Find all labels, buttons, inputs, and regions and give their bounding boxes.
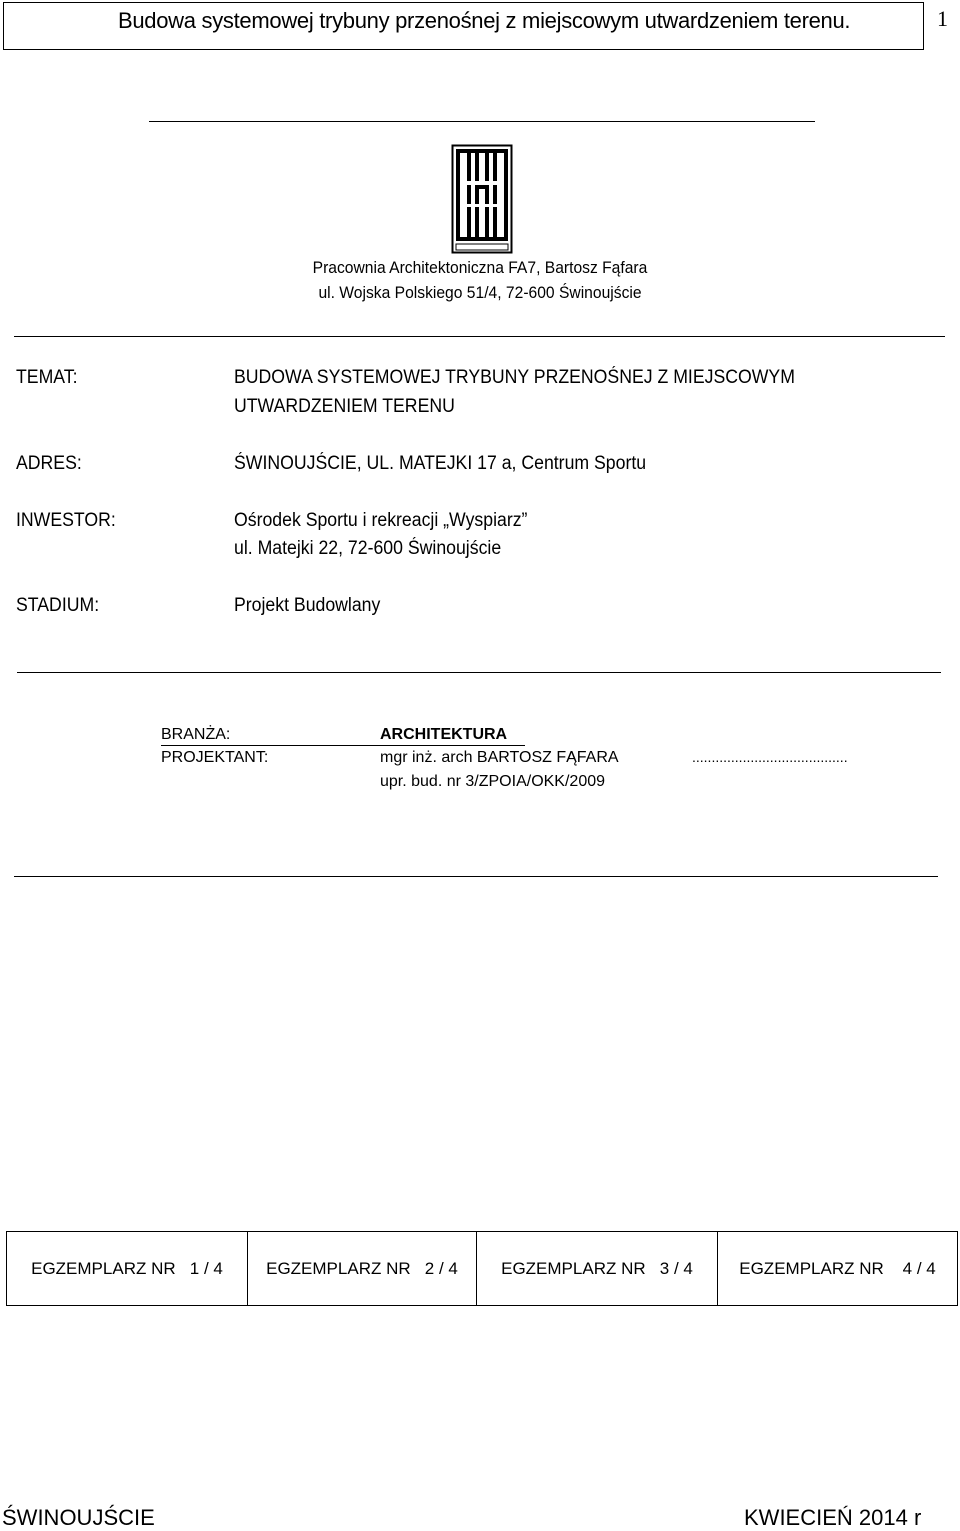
footer-city: ŚWINOUJŚCIE	[2, 1505, 155, 1530]
separator-company	[14, 336, 945, 337]
projektant-license: upr. bud. nr 3/ZPOIA/OKK/2009	[380, 773, 606, 790]
logo-fa7-icon	[451, 144, 513, 254]
copy-cell-1: EGZEMPLARZ NR 1 / 4	[7, 1232, 248, 1306]
copy-cell-3: EGZEMPLARZ NR 3 / 4	[477, 1232, 718, 1306]
copy-cell-2: EGZEMPLARZ NR 2 / 4	[248, 1232, 477, 1306]
stadium-value: Projekt Budowlany	[234, 595, 381, 616]
temat-value-line1: BUDOWA SYSTEMOWEJ TRYBUNY PRZENOŚNEJ Z MIEJSCOWYM	[234, 367, 795, 388]
temat-value-line2: UTWARDZENIEM TERENU	[234, 396, 455, 417]
copy-cell-4: EGZEMPLARZ NR 4 / 4	[718, 1232, 958, 1306]
stadium-label: STADIUM:	[16, 595, 100, 616]
separator-info	[17, 672, 941, 673]
company-address: ul. Wojska Polskiego 51/4, 72-600 Świnoujście	[318, 283, 642, 302]
projektant-label: PROJEKTANT:	[161, 749, 269, 766]
page-number: 1	[937, 6, 948, 31]
footer-date: KWIECIEŃ 2014 r	[744, 1505, 922, 1530]
branza-underline	[161, 745, 525, 746]
adres-label: ADRES:	[16, 453, 82, 474]
adres-value: ŚWINOUJŚCIE, UL. MATEJKI 17 a, Centrum Sportu	[234, 453, 647, 474]
branza-label: BRANŻA:	[161, 726, 231, 743]
copies-table	[6, 1231, 958, 1306]
inwestor-value-line2: ul. Matejki 22, 72-600 Świnoujście	[234, 538, 502, 559]
separator-top	[149, 121, 815, 122]
projektant-name: mgr inż. arch BARTOSZ FĄFARA	[380, 749, 619, 766]
signature-dots: ........................................	[692, 749, 848, 765]
inwestor-label: INWESTOR:	[16, 510, 116, 531]
inwestor-value-line1: Ośrodek Sportu i rekreacji „Wyspiarz”	[234, 510, 528, 531]
separator-branza	[14, 876, 938, 877]
document-header-title: Budowa systemowej trybuny przenośnej z miejscowym utwardzeniem terenu.	[118, 8, 851, 33]
temat-label: TEMAT:	[16, 367, 78, 388]
company-name: Pracownia Architektoniczna FA7, Bartosz Fąfara	[312, 258, 648, 277]
branza-value: ARCHITEKTURA	[380, 726, 508, 743]
